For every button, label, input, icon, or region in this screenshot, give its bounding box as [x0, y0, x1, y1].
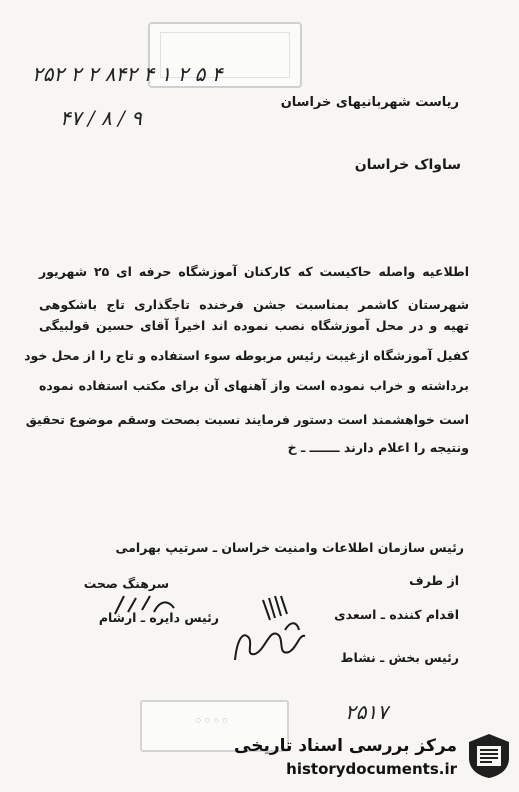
handwritten-signature-icon	[225, 590, 325, 670]
archive-stamp: ◦◦◦◦	[140, 700, 289, 752]
handwritten-number: ۲۵۲ ۲ ۲ ۸۴۲ ۴ ۱ ۲ ۵ ۴	[32, 62, 223, 86]
sender-header: ساواک خراسان	[354, 157, 461, 173]
body-line: اطلاعیه واصله حاکیست که کارکنان آموزشگاه حرفه ای ۲۵ شهریور	[39, 264, 470, 279]
right-block-heading: از طرف	[409, 573, 459, 588]
signature-line: رئیس سازمان اطلاعات وامنیت خراسان ـ سرتیپ بهرامی	[115, 540, 464, 555]
right-block-line1: اقدام کننده ـ اسعدی	[334, 607, 459, 622]
watermark-url: historydocuments.ir	[286, 760, 457, 778]
handwritten-date: ۴۷ / ۸ / ۹	[60, 106, 142, 130]
body-line: شهرستان کاشمر بمناسبت جشن فرخنده تاجگذاری تاج باشکوهی	[39, 297, 469, 312]
archive-logo-icon	[465, 732, 513, 780]
handwritten-bottom-number: ۲۵۱۷	[345, 700, 388, 724]
archive-watermark	[230, 728, 519, 792]
body-line: تهیه و در محل آموزشگاه نصب نموده اند اخیراً آقای حسین قولبیگی	[39, 318, 469, 333]
right-block-line2: رئیس بخش ـ نشاط	[340, 650, 459, 665]
body-line: ونتیجه را اعلام دارند ـــــــ ـ خ	[287, 440, 469, 455]
body-line: برداشته و خراب نموده است واز آهنهای آن برای مکتب استفاده نموده	[39, 378, 469, 393]
body-line: است خواهشمند است دستور فرمایند نسبت بصحت وسقم موضوع تحقیق	[25, 412, 469, 427]
handwritten-initials-icon	[110, 590, 180, 620]
addressee: ریاست شهربانیهای خراسان	[280, 95, 459, 110]
left-block-rank: سرهنگ صحت	[83, 576, 169, 591]
left-block-line: رئیس دایره ـ ارشام	[98, 610, 219, 625]
watermark-org: مرکز بررسی اسناد تاریخی	[234, 736, 457, 756]
body-line: کفیل آموزشگاه ازغیبت رئیس مربوطه سوء استفاده و تاج را از محل خود	[24, 348, 469, 363]
